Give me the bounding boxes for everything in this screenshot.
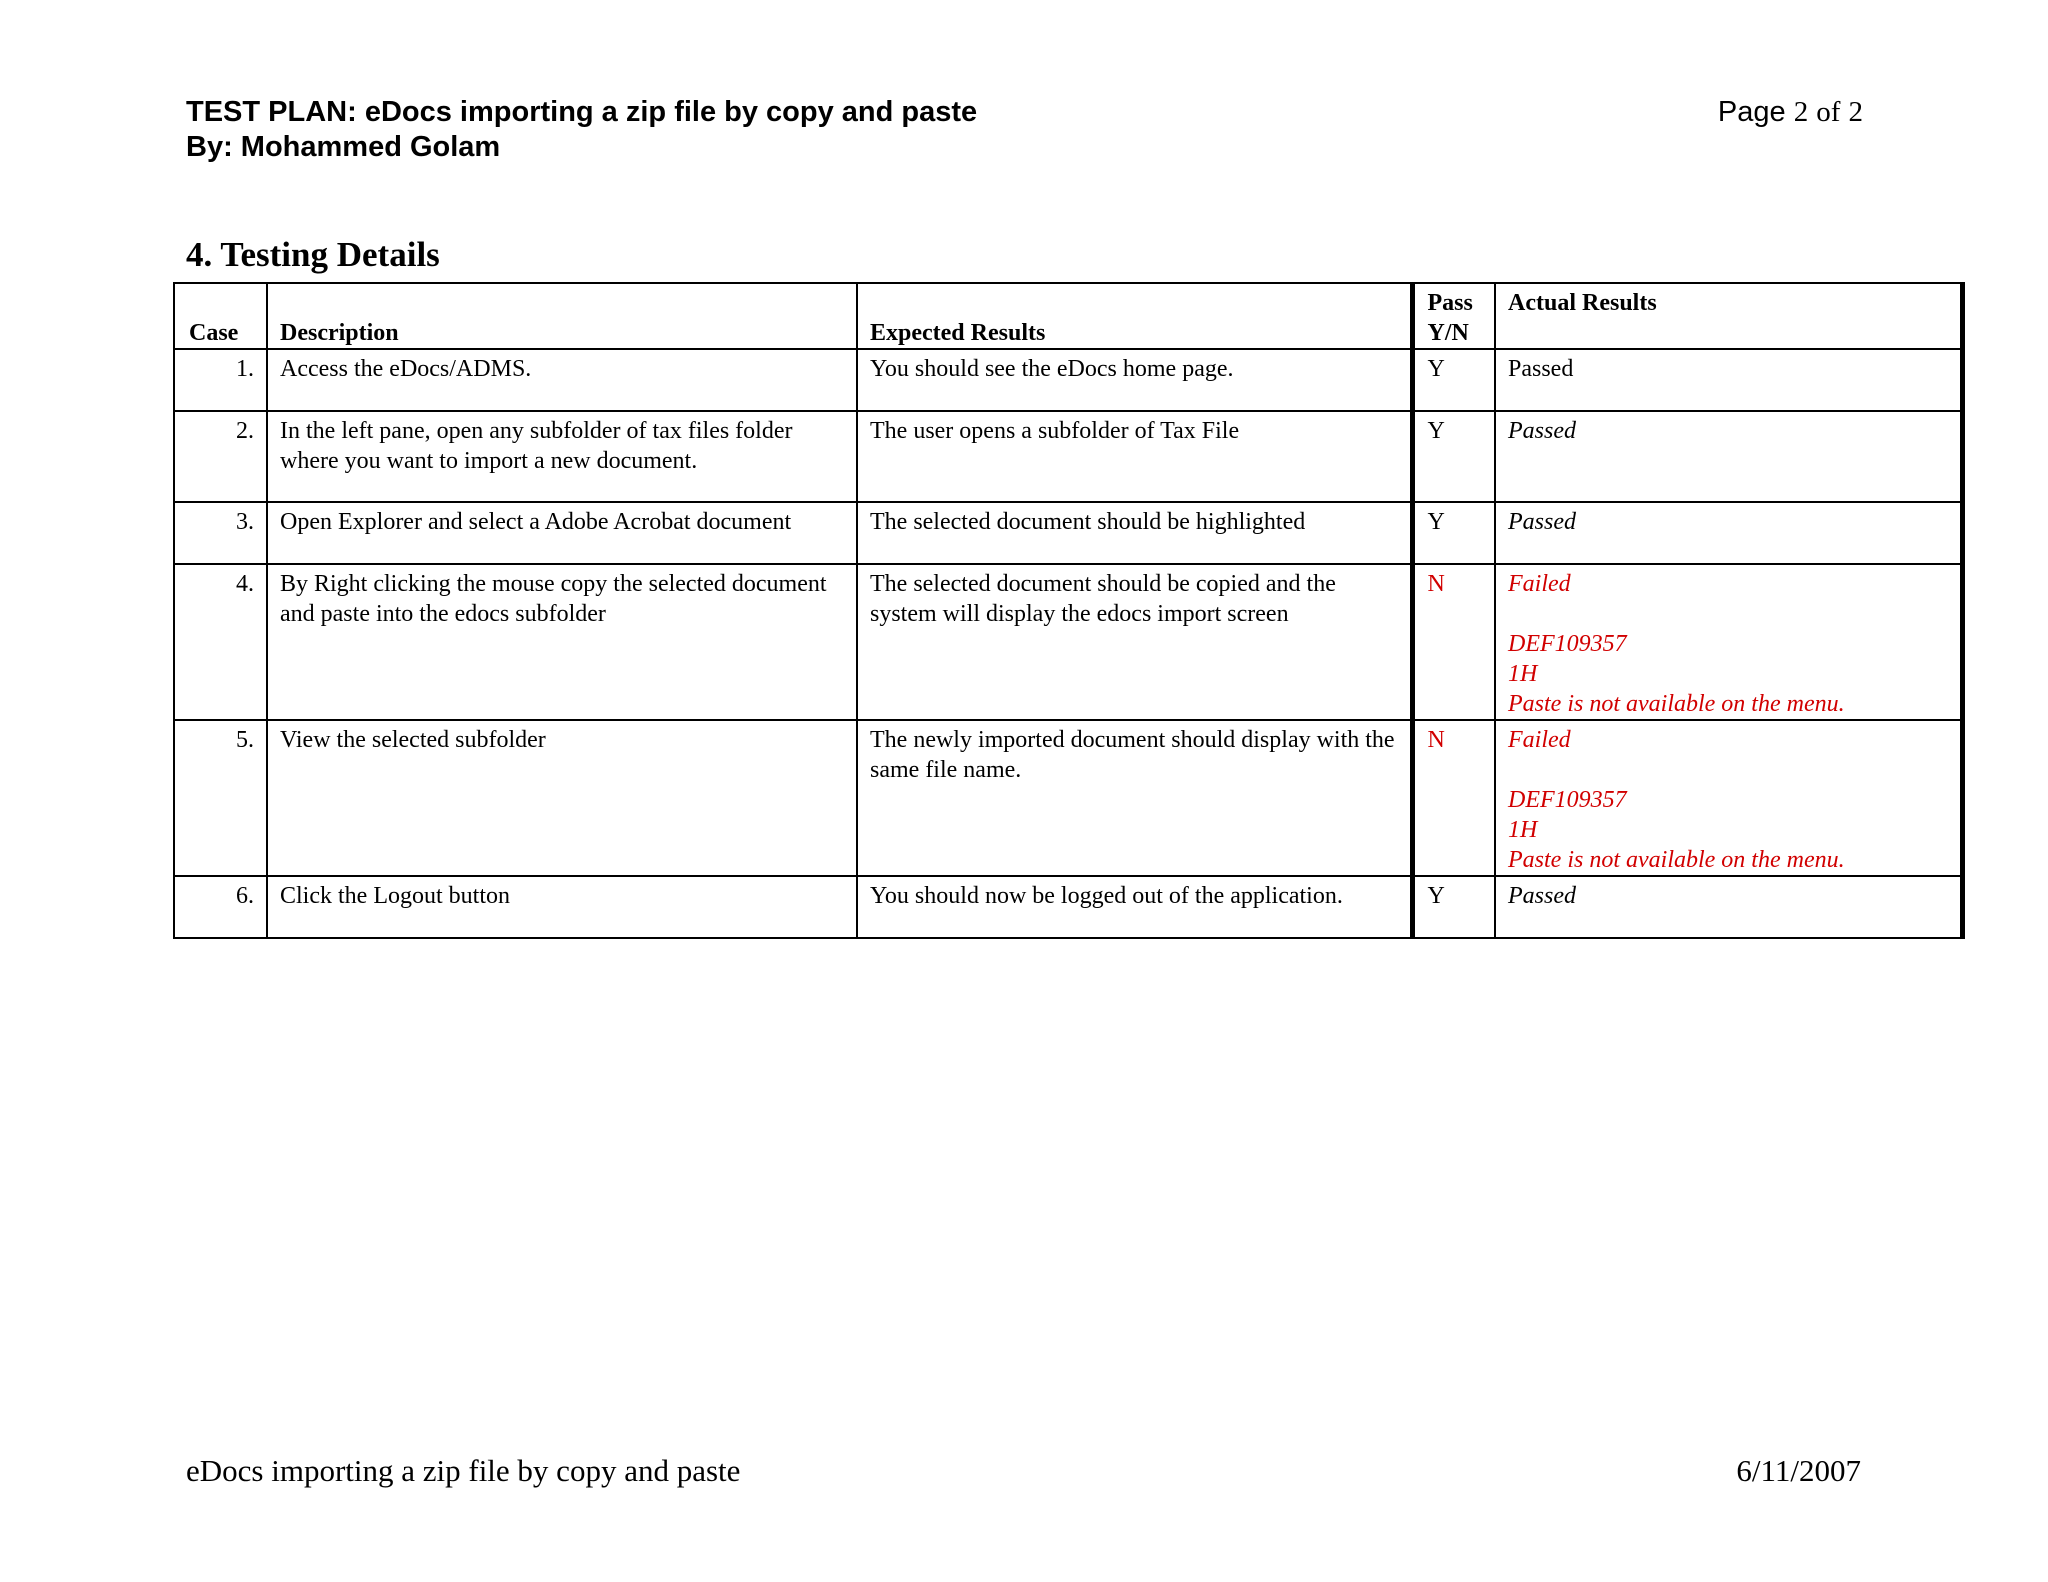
cell-expected: The selected document should be highlighted bbox=[857, 502, 1412, 564]
cell-actual bbox=[1495, 564, 1962, 720]
cell-pass: N bbox=[1412, 564, 1495, 720]
cell-actual bbox=[1495, 349, 1962, 411]
header-expected-results: Expected Results bbox=[857, 283, 1412, 349]
page-total: 2 bbox=[1848, 96, 1863, 128]
page-number bbox=[1718, 94, 1863, 130]
table-row bbox=[174, 502, 1962, 564]
defect-note: Paste is not available on the menu. bbox=[1508, 847, 1845, 873]
header-pass bbox=[1412, 283, 1495, 349]
actual-result: Passed bbox=[1508, 509, 1576, 535]
defect-id: DEF109357 bbox=[1508, 787, 1627, 813]
table-row bbox=[174, 720, 1962, 876]
cell-expected: The user opens a subfolder of Tax File bbox=[857, 411, 1412, 502]
cell-case: 4. bbox=[174, 564, 267, 720]
actual-result: Passed bbox=[1508, 356, 1574, 382]
cell-description: Click the Logout button bbox=[267, 876, 857, 938]
cell-expected: You should now be logged out of the application. bbox=[857, 876, 1412, 938]
cell-description: View the selected subfolder bbox=[267, 720, 857, 876]
header-case: Case bbox=[174, 283, 267, 349]
table-header-row bbox=[174, 283, 1962, 349]
cell-expected: You should see the eDocs home page. bbox=[857, 349, 1412, 411]
defect-note: Paste is not available on the menu. bbox=[1508, 691, 1845, 717]
actual-result: Passed bbox=[1508, 418, 1576, 444]
document-title: TEST PLAN: eDocs importing a zip file by copy and paste bbox=[186, 96, 978, 128]
cell-description: Access the eDocs/ADMS. bbox=[267, 349, 857, 411]
cell-description: Open Explorer and select a Adobe Acrobat document bbox=[267, 502, 857, 564]
cell-description: In the left pane, open any subfolder of tax files folder where you want to import a new document. bbox=[267, 411, 857, 502]
header-actual-results: Actual Results bbox=[1495, 283, 1962, 349]
cell-actual bbox=[1495, 411, 1962, 502]
cell-pass: Y bbox=[1412, 411, 1495, 502]
section-title: 4. Testing Details bbox=[186, 235, 440, 274]
cell-pass: N bbox=[1412, 720, 1495, 876]
cell-pass: Y bbox=[1412, 502, 1495, 564]
document-author: By: Mohammed Golam bbox=[186, 131, 501, 163]
table-row bbox=[174, 411, 1962, 502]
cell-case: 2. bbox=[174, 411, 267, 502]
header-description: Description bbox=[267, 283, 857, 349]
actual-result: Passed bbox=[1508, 883, 1576, 909]
table-row bbox=[174, 564, 1962, 720]
defect-priority: 1H bbox=[1508, 661, 1538, 687]
cell-case: 3. bbox=[174, 502, 267, 564]
header-pass-line1: Pass bbox=[1427, 290, 1473, 316]
cell-pass: Y bbox=[1412, 876, 1495, 938]
test-details-table bbox=[173, 282, 1965, 939]
table-row bbox=[174, 876, 1962, 938]
defect-priority: 1H bbox=[1508, 817, 1538, 843]
cell-description: By Right clicking the mouse copy the selected document and paste into the edocs subfolder bbox=[267, 564, 857, 720]
cell-actual bbox=[1495, 720, 1962, 876]
defect-id: DEF109357 bbox=[1508, 631, 1627, 657]
actual-result: Failed bbox=[1508, 727, 1571, 753]
table-row bbox=[174, 349, 1962, 411]
page-current: 2 bbox=[1793, 96, 1809, 128]
cell-actual bbox=[1495, 502, 1962, 564]
cell-pass: Y bbox=[1412, 349, 1495, 411]
page-of: of bbox=[1816, 96, 1841, 128]
cell-case: 6. bbox=[174, 876, 267, 938]
page-word: Page bbox=[1717, 96, 1786, 128]
cell-case: 5. bbox=[174, 720, 267, 876]
cell-expected: The selected document should be copied and the system will display the edocs import screen bbox=[857, 564, 1412, 720]
actual-result: Failed bbox=[1508, 571, 1571, 597]
cell-expected: The newly imported document should display with the same file name. bbox=[857, 720, 1412, 876]
footer-left: eDocs importing a zip file by copy and paste bbox=[186, 1453, 741, 1488]
footer-date: 6/11/2007 bbox=[1736, 1453, 1861, 1488]
cell-case: 1. bbox=[174, 349, 267, 411]
header-pass-line2: Y/N bbox=[1427, 320, 1469, 346]
cell-actual bbox=[1495, 876, 1962, 938]
